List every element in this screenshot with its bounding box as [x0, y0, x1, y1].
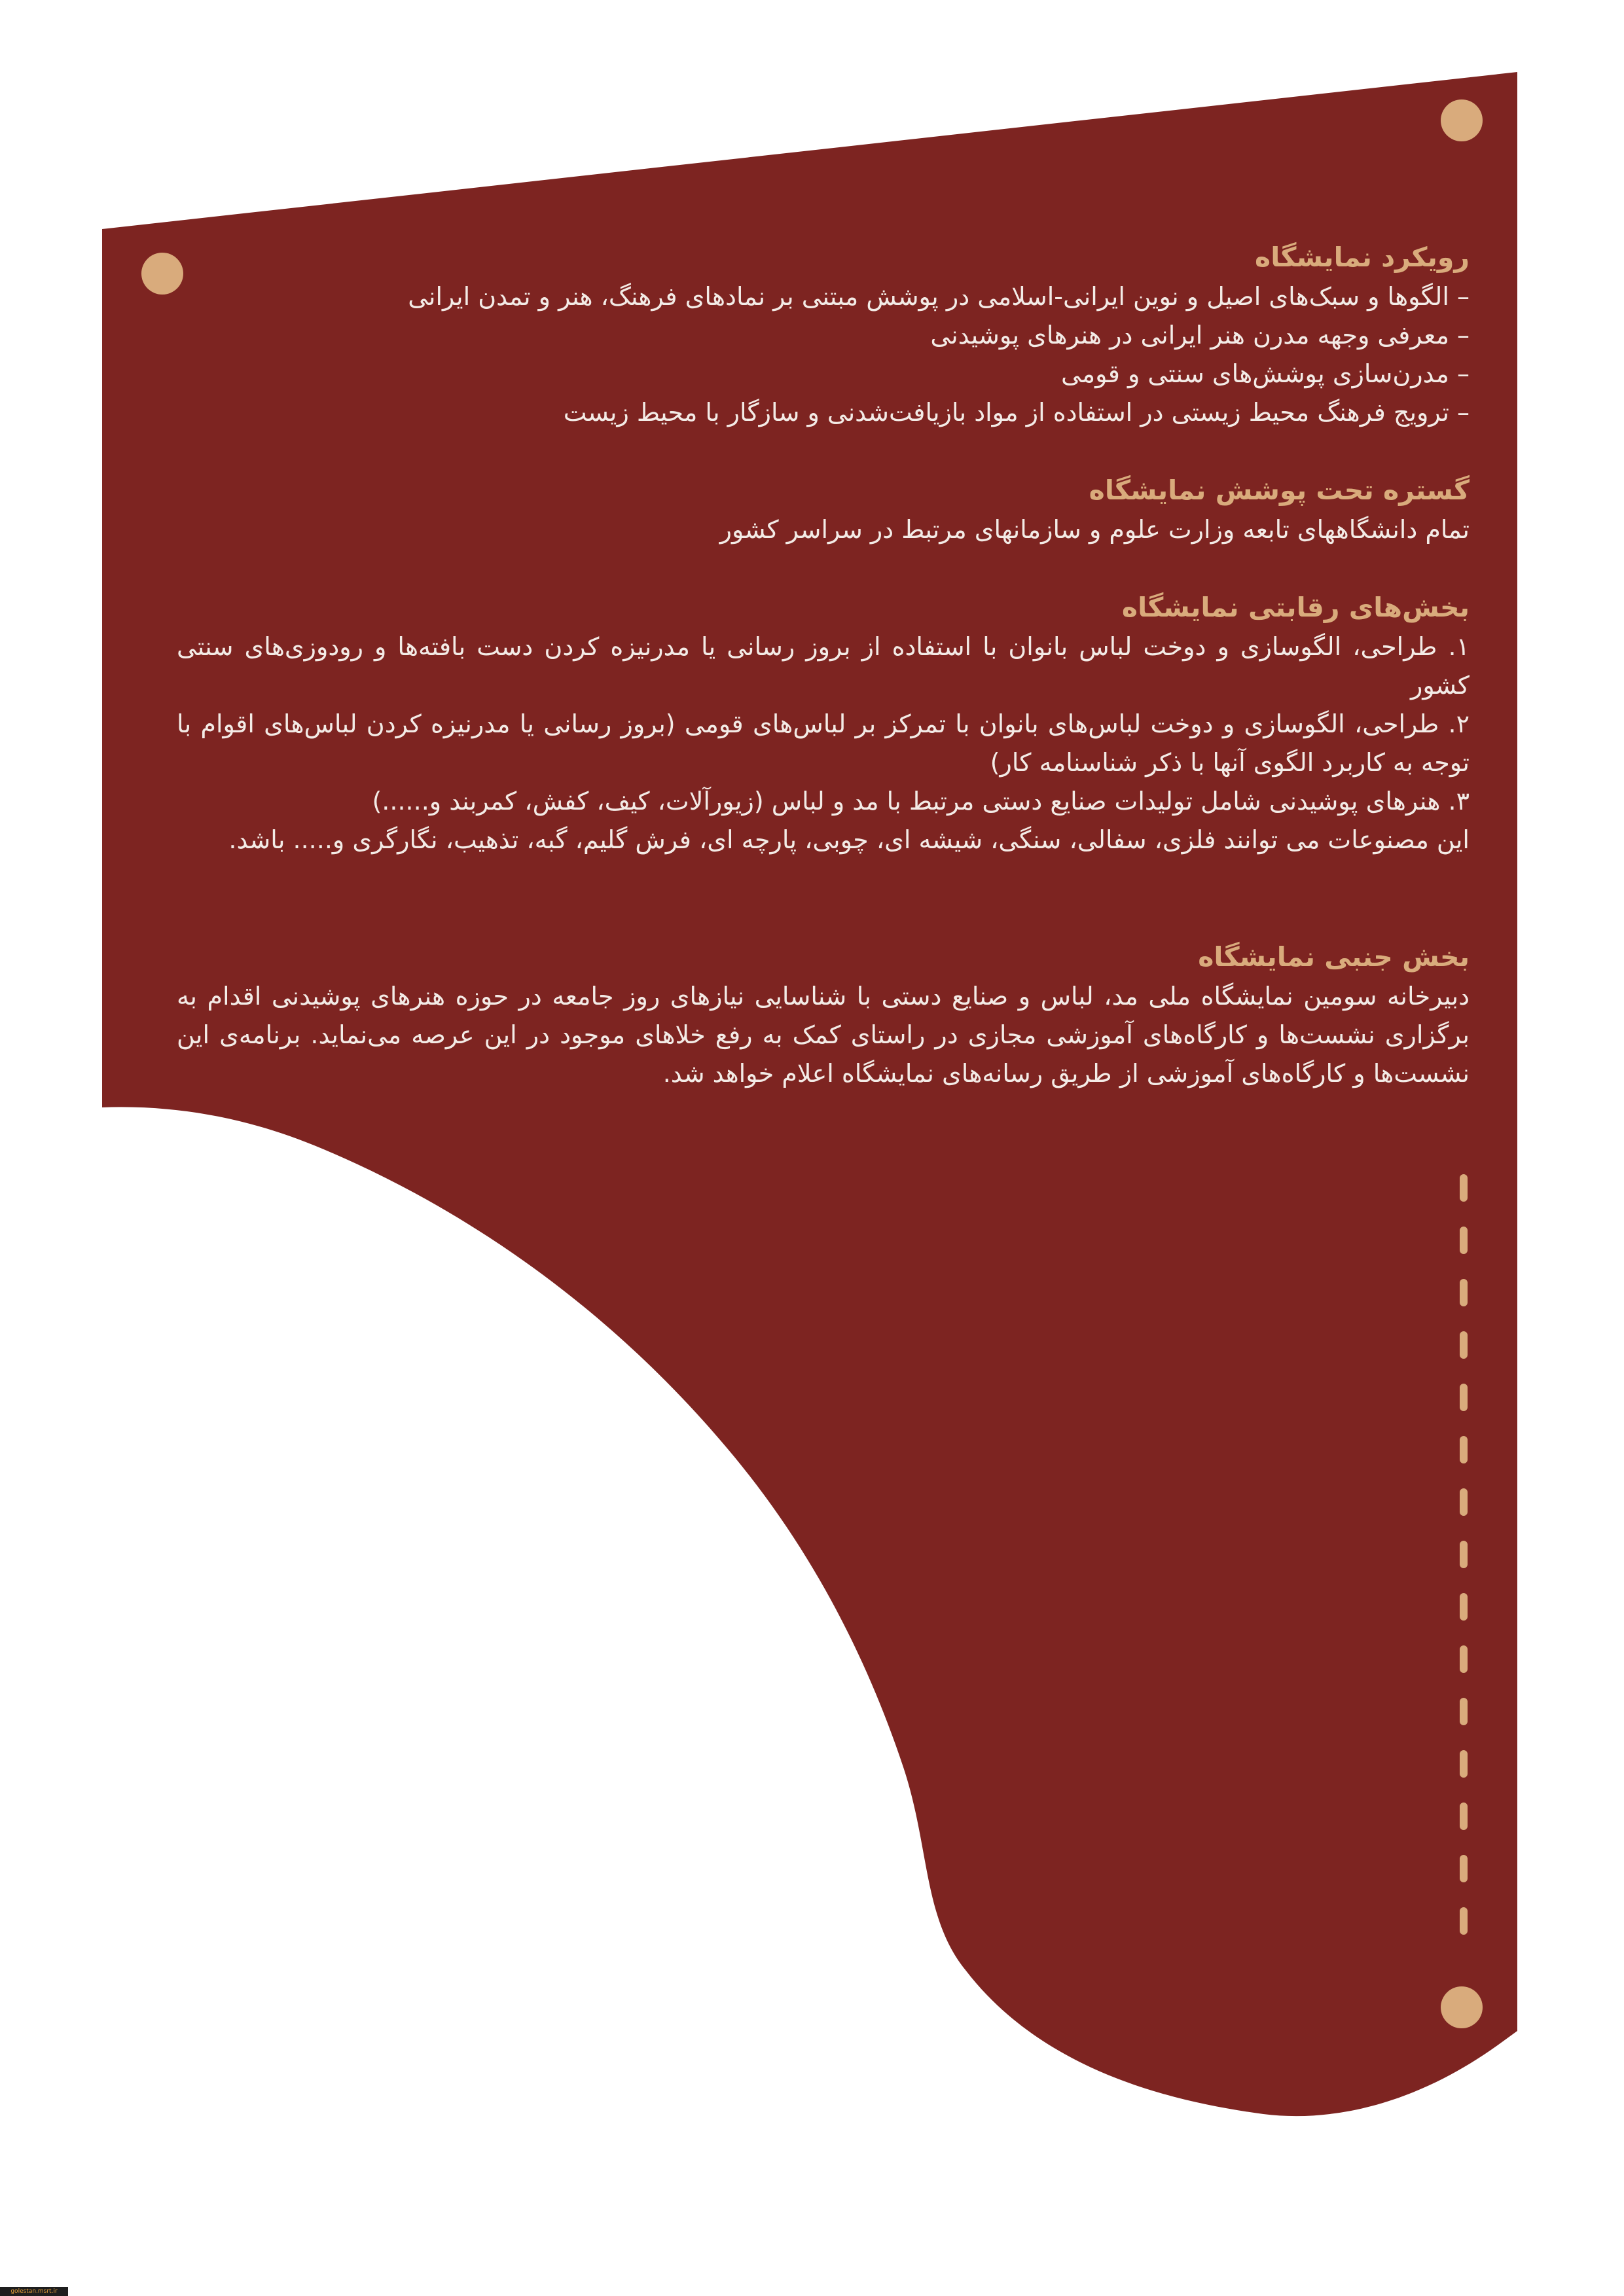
approach-item: – ترویج فرهنگ محیط زیستی در استفاده از مواد بازیافت‌شدنی و سازگار با محیط زیست — [563, 398, 1470, 427]
side-text: دبیرخانه سومین نمایشگاه ملی مد، لباس و صنایع دستی با شناسایی نیازهای روز جامعه در حوزه هنرهای پوشیدنی اقدام به برگزاری نشست‌ها و کارگاه‌های آموزشی مجازی در راستای کمک به رفع خلاهای موجود در این عرصه می‌نماید. برنامه‌ی این نشست‌ها و کارگاه‌های آموزشی از طریق رسانه‌های نمایشگاه اعلام خواهد شد. — [177, 982, 1470, 1088]
approach-heading: رویکرد نمایشگاه — [1255, 242, 1470, 273]
side-heading: بخش جنبی نمایشگاه — [1198, 941, 1470, 973]
scope-text: تمام دانشگاههای تابعه وزارت علوم و سازمانهای مرتبط در سراسر کشور — [719, 515, 1470, 544]
approach-item: – مدرن‌سازی پوشش‌های سنتی و قومی — [1061, 359, 1470, 388]
section-competitive — [177, 587, 1470, 859]
section-side — [177, 937, 1470, 1093]
competitive-item: ۳. هنرهای پوشیدنی شامل تولیدات صنایع دستی مرتبط با مد و لباس (زیورآلات، کیف، کفش، کمربند و......) — [372, 787, 1470, 816]
approach-item: – معرفی وجهه مدرن هنر ایرانی در هنرهای پوشیدنی — [930, 321, 1470, 350]
scope-heading: گستره تحت پوشش نمایشگاه — [1089, 475, 1470, 506]
competitive-item: ۱. طراحی، الگوسازی و دوخت لباس بانوان با استفاده از بروز رسانی یا مدرنیزه کردن دست بافته‌ها و رودوزی‌های سنتی کشور — [177, 632, 1470, 700]
rivet-dot-bottom-right — [1441, 1986, 1483, 2028]
rivet-dot-top-right — [1441, 99, 1483, 141]
competitive-heading: بخش‌های رقابتی نمایشگاه — [1121, 592, 1470, 623]
competitive-item: این مصنوعات می توانند فلزی، سفالی، سنگی، شیشه ای، چوبی، پارچه ای، فرش گلیم، گبه، تذهیب، نگارگری و..... باشد. — [228, 825, 1470, 854]
site-brand-label: golestan.msrt.ir — [0, 2287, 68, 2296]
section-approach — [177, 237, 1470, 432]
competitive-item: ۲. طراحی، الگوسازی و دوخت لباس‌های بانوان با تمرکز بر لباس‌های قومی (بروز رسانی یا مدرنیزه کردن لباس‌های اقوام با توجه به کاربرد الگوی آنها با ذکر شناسنامه کار) — [177, 709, 1470, 777]
content-area — [177, 237, 1470, 1093]
approach-item: – الگوها و سبک‌های اصیل و نوین ایرانی-اسلامی در پوشش مبتنی بر نمادهای فرهنگ، هنر و تمدن ایرانی — [408, 282, 1470, 311]
section-scope — [177, 470, 1470, 549]
